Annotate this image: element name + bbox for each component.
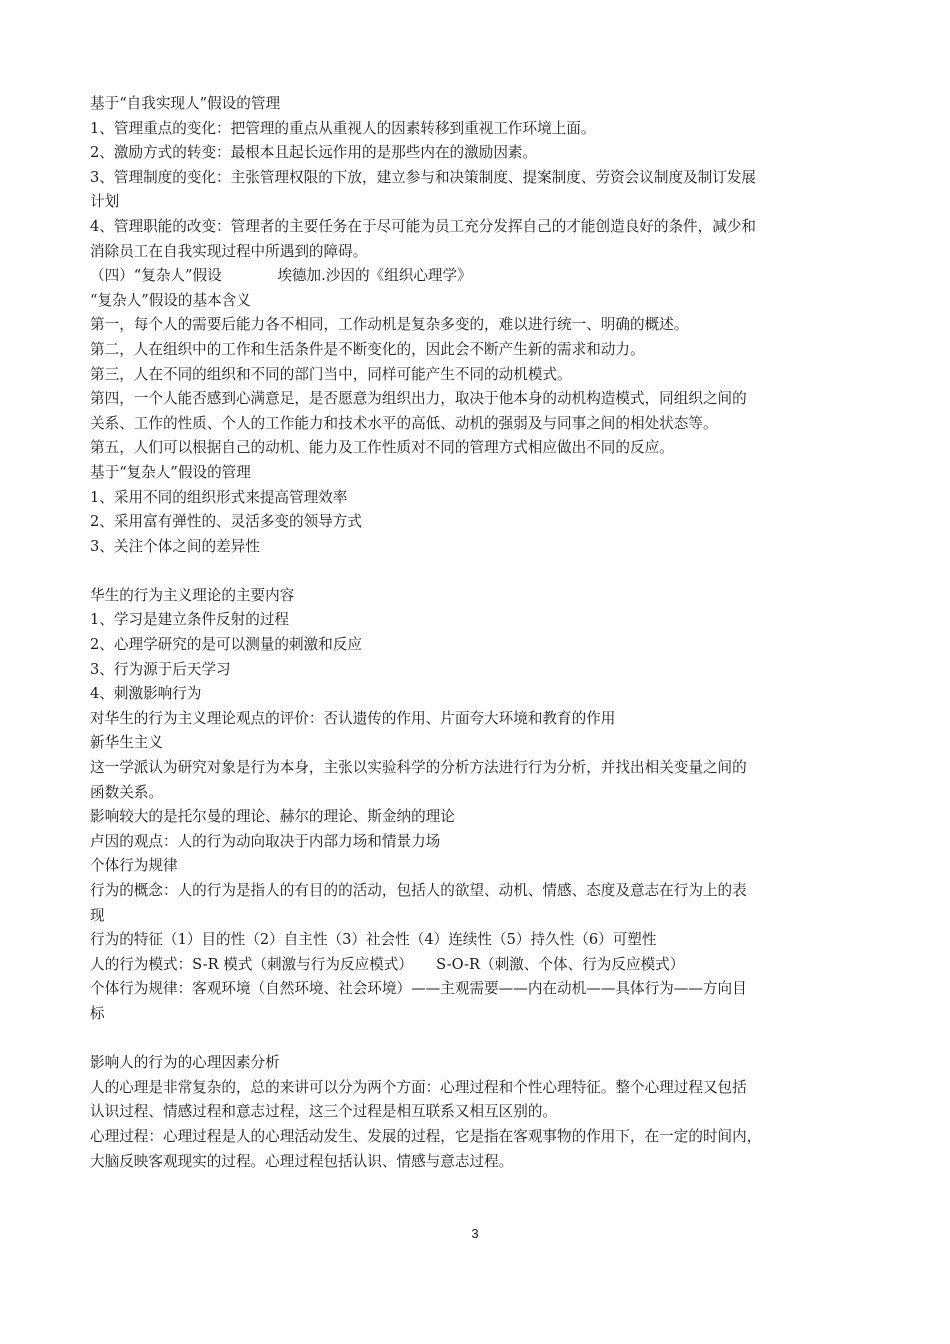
text-line: 新华生主义: [90, 734, 163, 752]
text-line: 对华生的行为主义理论观点的评价：否认遗传的作用、片面夸大环境和教育的作用: [90, 709, 616, 727]
text-line: 这一学派认为研究对象是行为本身，主张以实验科学的分析方法进行行为分析，并找出相关变量之间的: [90, 759, 747, 777]
text-line: 消除员工在自我实现过程中所遇到的障碍。: [90, 242, 368, 260]
text-line: 2、心理学研究的是可以测量的刺激和反应: [90, 636, 362, 654]
text-line: 1、学习是建立条件反射的过程: [90, 611, 290, 629]
text-line: （四）“复杂人”假设 埃德加.沙因的《组织心理学》: [90, 267, 472, 285]
text-line: 行为的概念：人的行为是指人的有目的的活动，包括人的欲望、动机、情感、态度及意志在行为上的表: [90, 882, 747, 899]
text-line: 4、管理职能的改变：管理者的主要任务在于尽可能为员工充分发挥自己的才能创造良好的条件，减少和: [90, 217, 757, 235]
text-line: 认识过程、情感过程和意志过程，这三个过程是相互联系又相互区别的。: [90, 1103, 558, 1121]
page-number: 3: [471, 1226, 479, 1241]
text-line: 基于“自我实现人”假设的管理: [90, 95, 281, 112]
text-line: 2、采用富有弹性的、灵活多变的领导方式: [90, 513, 362, 531]
text-line: 3、关注个体之间的差异性: [90, 537, 260, 555]
text-line: 第三，人在不同的组织和不同的部门当中，同样可能产生不同的动机模式。: [90, 365, 572, 383]
text-line: 行为的特征（1）目的性（2）自主性（3）社会性（4）连续性（5）持久性（6）可塑性: [90, 931, 657, 949]
blank-line: [90, 559, 865, 584]
text-line: 第四，一个人能否感到心满意足，是否愿意为组织出力，取决于他本身的动机构造模式，同组织之间的: [90, 390, 747, 408]
text-line: 第五，人们可以根据自己的动机、能力及工作性质对不同的管理方式相应做出不同的反应。: [90, 439, 674, 457]
text-line: 影响人的行为的心理因素分析: [90, 1054, 280, 1072]
text-line: 函数关系。: [90, 783, 163, 801]
document-body: [90, 92, 865, 1174]
text-line: 第一，每个人的需要后能力各不相同，工作动机是复杂多变的，难以进行统一、明确的概述。: [90, 316, 689, 334]
text-line: 影响较大的是托尔曼的理论、赫尔的理论、斯金纳的理论: [90, 808, 455, 826]
text-line: 标: [90, 1004, 105, 1022]
text-line: 卢因的观点：人的行为动向取决于内部力场和情景力场: [90, 832, 441, 850]
text-line: 4、刺激影响行为: [90, 685, 202, 703]
text-line: 3、行为源于后天学习: [90, 660, 231, 678]
text-line: 第二，人在组织中的工作和生活条件是不断变化的，因此会不断产生新的需求和动力。: [90, 340, 645, 358]
text-line: 华生的行为主义理论的主要内容: [90, 586, 295, 604]
text-line: 基于“复杂人”假设的管理: [90, 463, 251, 481]
text-line: 2、激励方式的转变：最根本且起长远作用的是那些内在的激励因素。: [90, 144, 538, 162]
text-line: “复杂人”假设的基本含义: [90, 291, 251, 309]
text-line: 大脑反映客观现实的过程。心理过程包括认识、情感与意志过程。: [90, 1152, 514, 1170]
text-line: 1、采用不同的组织形式来提高管理效率: [90, 488, 348, 506]
text-line: 1、管理重点的变化：把管理的重点从重视人的因素转移到重视工作环境上面。: [90, 119, 596, 137]
text-line: 人的行为模式：S-R 模式（刺激与行为反应模式） S-O-R（刺激、个体、行为反应模式）: [90, 955, 685, 973]
text-line: 个体行为规律: [90, 857, 178, 875]
text-line: 关系、工作的性质、个人的工作能力和技术水平的高低、动机的强弱及与同事之间的相处状态等。: [90, 414, 718, 432]
text-line: 现: [90, 906, 105, 924]
blank-line: [90, 1027, 865, 1052]
text-line: 个体行为规律：客观环境（自然环境、社会环境）——主观需要——内在动机——具体行为——方向目: [90, 980, 747, 998]
text-line: 计划: [90, 193, 120, 211]
text-line: 人的心理是非常复杂的，总的来讲可以分为两个方面：心理过程和个性心理特征。整个心理过程又包括: [90, 1078, 747, 1096]
text-line: 心理过程：心理过程是人的心理活动发生、发展的过程，它是指在客观事物的作用下，在一定的时间内，: [90, 1127, 762, 1145]
text-line: 3、管理制度的变化：主张管理权限的下放，建立参与和决策制度、提案制度、劳资会议制度及制订发展: [90, 168, 757, 186]
